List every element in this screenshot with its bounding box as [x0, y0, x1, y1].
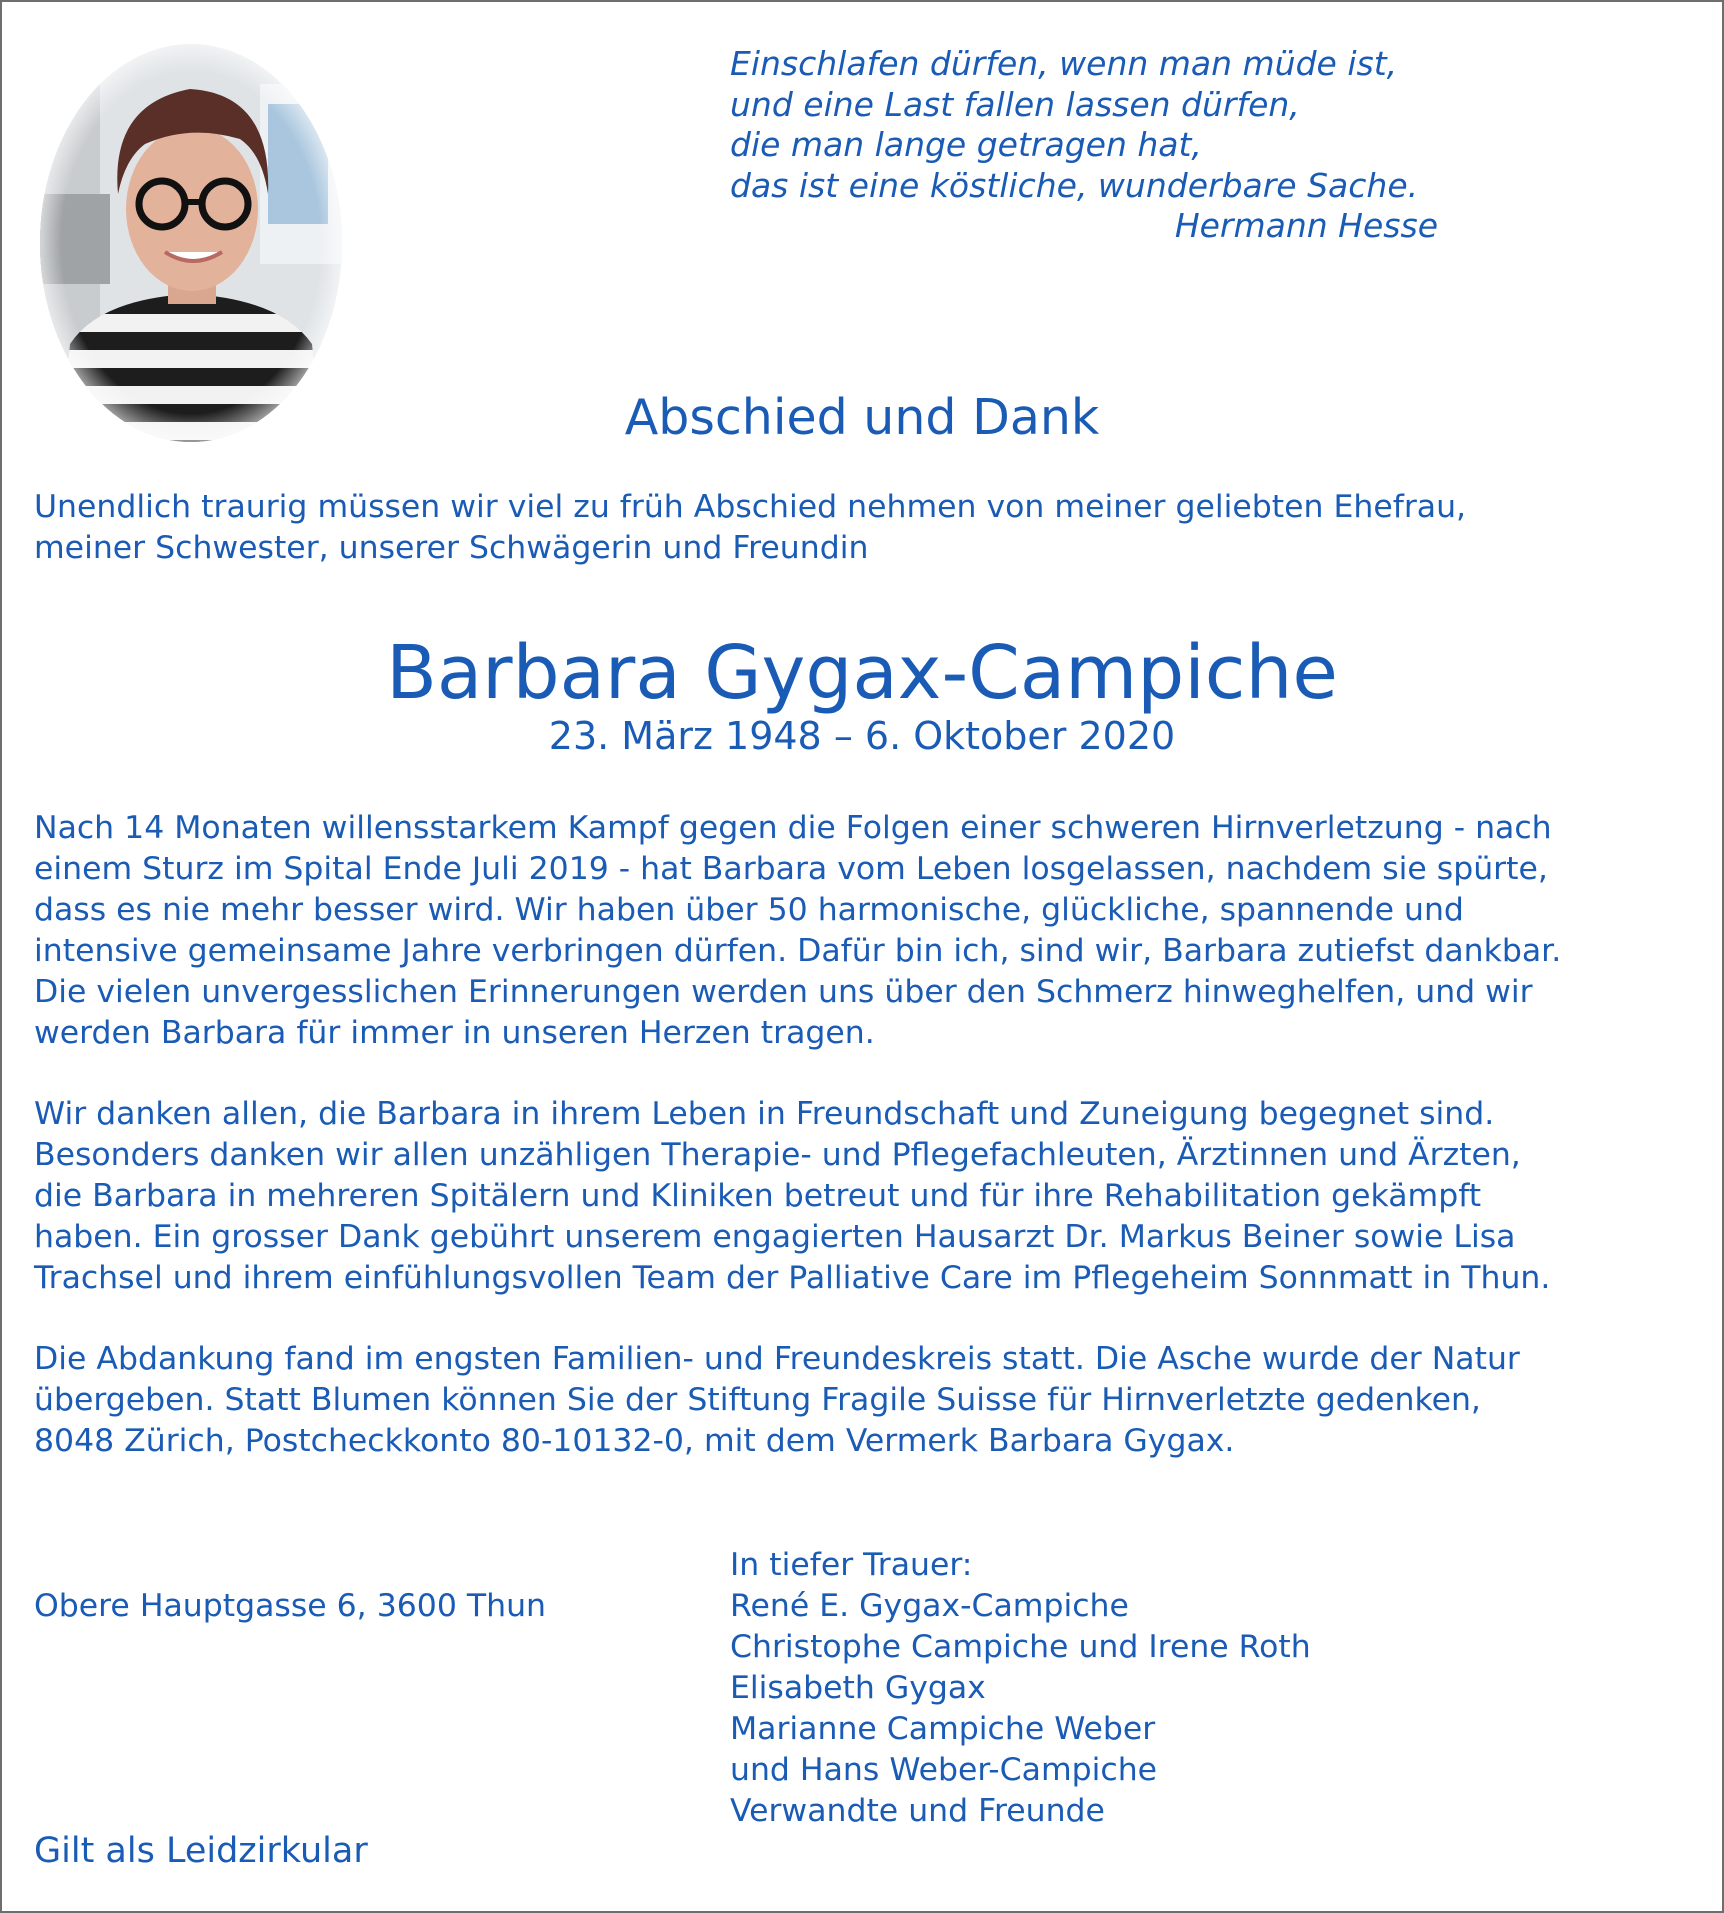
- quote-block: [730, 44, 1450, 247]
- body-paragraph-1: [34, 808, 1704, 1054]
- intro-line: meiner Schwester, unserer Schwägerin und Freundin: [34, 530, 869, 566]
- mourners-heading: In tiefer Trauer:: [730, 1547, 973, 1583]
- mourner-name: Elisabeth Gygax: [730, 1670, 986, 1706]
- intro-line: Unendlich traurig müssen wir viel zu früh Abschied nehmen von meiner geliebten Ehefrau,: [34, 489, 1467, 525]
- life-dates: 23. März 1948 – 6. Oktober 2020: [548, 714, 1176, 758]
- paragraph-line: Die vielen unvergesslichen Erinnerungen werden uns über den Schmerz hinweghelfen, und wir: [34, 974, 1533, 1010]
- body-paragraph-2: [34, 1094, 1704, 1299]
- notice-heading: Abschied und Dank: [624, 389, 1100, 446]
- paragraph-line: haben. Ein grosser Dank gebührt unserem engagierten Hausarzt Dr. Markus Beiner sowie Lisa: [34, 1219, 1516, 1255]
- mourner-name: Christophe Campiche und Irene Roth: [730, 1629, 1311, 1665]
- quote-line: Einschlafen dürfen, wenn man müde ist,: [730, 44, 1398, 83]
- quote-line: die man lange getragen hat,: [730, 125, 1202, 164]
- paragraph-line: dass es nie mehr besser wird. Wir haben über 50 harmonische, glückliche, spannende und: [34, 892, 1464, 928]
- paragraph-line: die Barbara in mehreren Spitälern und Kliniken betreut und für ihre Rehabilitation gekämpft: [34, 1178, 1482, 1214]
- paragraph-line: 8048 Zürich, Postcheckkonto 80-10132-0, mit dem Vermerk Barbara Gygax.: [34, 1423, 1235, 1459]
- mourner-name: Marianne Campiche Weber: [730, 1711, 1156, 1747]
- family-address: Obere Hauptgasse 6, 3600 Thun: [34, 1588, 547, 1624]
- paragraph-line: Trachsel und ihrem einfühlungsvollen Team der Palliative Care im Pflegeheim Sonnmatt in Thun.: [34, 1260, 1551, 1296]
- mourners-list: [730, 1545, 1311, 1832]
- paragraph-line: übergeben. Statt Blumen können Sie der Stiftung Fragile Suisse für Hirnverletzte gedenken,: [34, 1382, 1481, 1418]
- paragraph-line: Die Abdankung fand im engsten Familien- und Freundeskreis statt. Die Asche wurde der Natur: [34, 1341, 1520, 1377]
- intro-text: [34, 487, 1694, 569]
- mourner-name: René E. Gygax-Campiche: [730, 1588, 1129, 1624]
- deceased-name: Barbara Gygax-Campiche: [386, 630, 1338, 716]
- quote-line: das ist eine köstliche, wunderbare Sache.: [730, 165, 1419, 205]
- paragraph-line: einem Sturz im Spital Ende Juli 2019 - hat Barbara vom Leben losgelassen, nachdem sie spürte,: [34, 851, 1548, 887]
- paragraph-line: intensive gemeinsame Jahre verbringen dürfen. Dafür bin ich, sind wir, Barbara zutiefst dankbar.: [34, 933, 1562, 969]
- paragraph-line: Nach 14 Monaten willensstarkem Kampf gegen die Folgen einer schweren Hirnverletzung - nach: [34, 810, 1552, 846]
- paragraph-line: werden Barbara für immer in unseren Herzen tragen.: [34, 1015, 875, 1051]
- quote-line: und eine Last fallen lassen dürfen,: [730, 84, 1300, 124]
- mourner-name: Verwandte und Freunde: [730, 1793, 1105, 1829]
- paragraph-line: Wir danken allen, die Barbara in ihrem Leben in Freundschaft und Zuneigung begegnet sind.: [34, 1096, 1495, 1132]
- circular-note: Gilt als Leidzirkular: [34, 1831, 368, 1871]
- paragraph-line: Besonders danken wir allen unzähligen Therapie- und Pflegefachleuten, Ärztinnen und Ärzten,: [34, 1137, 1521, 1173]
- portrait-photo: [40, 44, 342, 442]
- quote-author: Hermann Hesse: [1174, 206, 1438, 245]
- body-paragraph-3: [34, 1339, 1704, 1462]
- mourner-name: und Hans Weber-Campiche: [730, 1752, 1158, 1788]
